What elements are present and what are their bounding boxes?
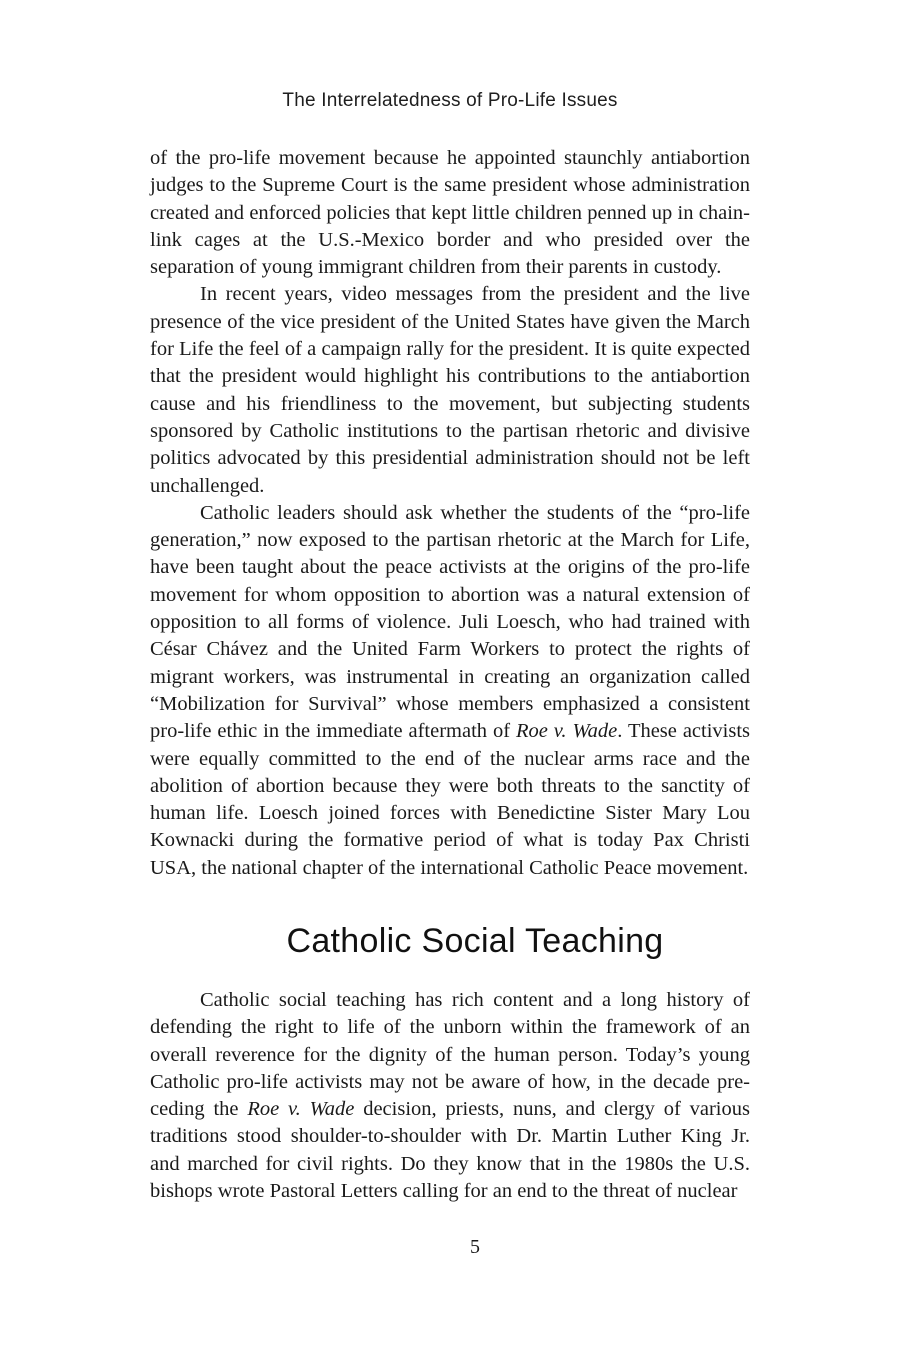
section-heading: Catholic Social Teaching bbox=[286, 922, 664, 960]
page-number: 5 bbox=[470, 1236, 480, 1258]
body-text-section-1 bbox=[150, 145, 750, 882]
paragraph-text: Catholic social teaching has rich content and a long history of defending the right to life of the unborn within the framework of an overall reverence for the dignity of the human person. Today’s young Catholic pro-life activists may not be aware of how, in the decade preceding the bbox=[150, 989, 750, 1121]
paragraph bbox=[150, 987, 750, 1205]
paragraph: of the pro-life movement because he appointed staunchly antiabortion judges to the Supreme Court is the same president whose administration created and enforced policies that kept little children penned up in chain-link cages at the U.S.-Mexico border and who presided over the separation of young immigrant children from their parents in custody. bbox=[150, 147, 750, 279]
paragraph-text: . These activists were equally committed to the end of the nuclear arms race and the abolition of abortion because they were both threats to the sanctity of human life. Loesch joined forces with Benedictine Sister Mary Lou Kownacki during the formative period of what is today Pax Christi USA, the national chapter of the international Catholic Peace movement. bbox=[150, 720, 751, 879]
body-text-section-2 bbox=[150, 987, 750, 1205]
paragraph bbox=[150, 500, 750, 882]
case-name-italic: Roe v. Wade bbox=[247, 1098, 355, 1121]
paragraph: In recent years, video messages from the president and the live presence of the vice president of the United States have given the March for Life the feel of a campaign rally for the president. It is quite expected that the president would highlight his contributions to the antiabortion cause and his friendliness to the movement, but subjecting students sponsored by Catholic institutions to the partisan rhetoric and divisive politics advocated by this presidential administration should not be left unchallenged. bbox=[150, 283, 750, 497]
paragraph-text: Catholic leaders should ask whether the students of the “pro-life generation,” now exposed to the partisan rhetoric at the March for Life, have been taught about the peace activists at the origins of the pro-life movement for whom opposition to abortion was a natural extension of opposition to all forms of violence. Juli Loesch, who had trained with César Chávez and the United Farm Workers to protect the rights of migrant workers, was instrumental in creating an organization called “Mobilization for Survival” whose members emphasized a consistent pro-life ethic in the immediate aftermath of bbox=[150, 501, 750, 743]
running-head: The Interrelatedness of Pro-Life Issues bbox=[282, 90, 618, 111]
paragraph-text: decision, priests, nuns, and clergy of various traditions stood shoulder-to-shoulder with Dr. Martin Luther King Jr. and marched for civil rights. Do they know that in the 1980s the U.S. bishops wrote Pastoral Letters calling for an end to the threat of nuclear bbox=[150, 1098, 750, 1203]
case-name-italic: Roe v. Wade bbox=[516, 720, 618, 743]
